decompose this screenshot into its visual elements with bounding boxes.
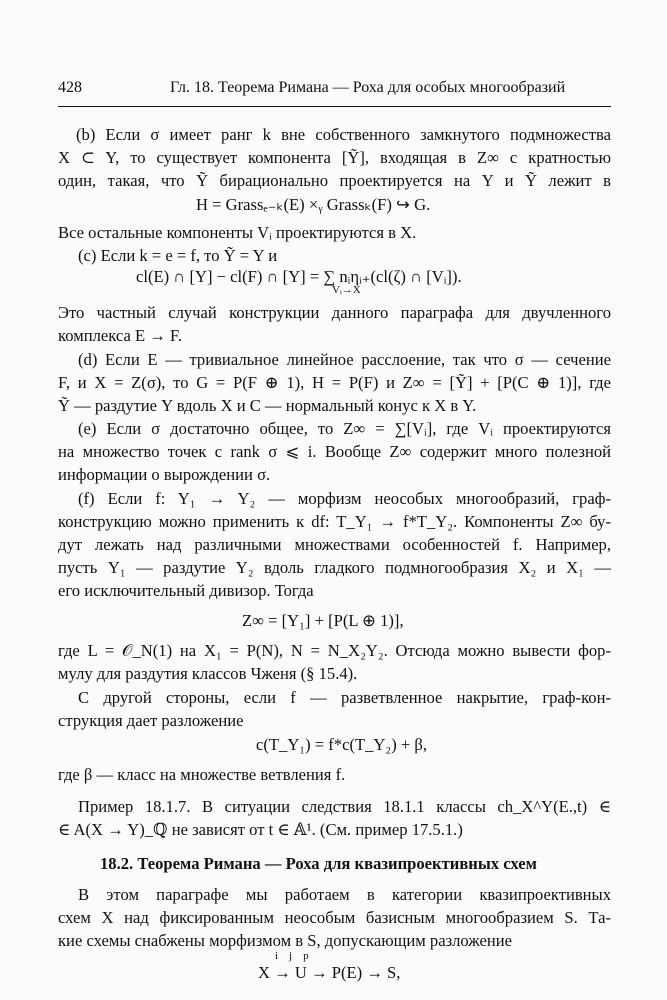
body-line: (d) Если E — тривиальное линейное расслоение, так что σ — сечение [78,350,611,369]
body-line: на множество точек с rank σ ⩽ i. Вообще Z∞ содержит много полезной [58,442,611,461]
running-title: Гл. 18. Теорема Римана — Роха для особых многообразий [170,79,566,96]
body-line: мулу для раздутия классов Чженя (§ 15.4). [58,664,358,683]
body-line: его исключительный дивизор. Тогда [58,581,314,600]
formula-subscript: Vᵢ→X [332,284,361,296]
display-formula: c(T_Y₁) = f*c(T_Y₂) + β, [256,735,427,754]
display-formula: cl(E) ∩ [Y] − cl(F) ∩ [Y] = ∑ nᵢηᵢ₊(cl(ζ) ∩ [Vᵢ]). [136,267,462,286]
body-line: X ⊂ Y, то существует компонента [Ỹ], входящая в Z∞ с кратностью [58,148,611,167]
example-line: Пример 18.1.7. В ситуации следствия 18.1.1 классы ch_X^Y(E.,t) ∈ [78,797,611,816]
header-rule [58,106,611,107]
body-line: (c) Если k = e = f, то Ỹ = Y и [78,246,278,265]
body-line: В этом параграфе мы работаем в категории квазипроективных [78,885,611,904]
display-formula: Z∞ = [Y₁] + [P(L ⊕ 1)], [242,611,404,630]
body-line: где β — класс на множестве ветвления f. [58,765,346,784]
body-line: (b) Если σ имеет ранг k вне собственного замкнутого подмножества [76,125,611,144]
display-formula: H = Grassₑ₋ₖ(E) ×ᵧ Grassₖ(F) ↪ G. [196,195,431,214]
display-formula: X → U → P(E) → S, [258,963,401,982]
body-line: кие схемы снабжены морфизмом в S, допускающим разложение [58,931,513,950]
body-line: информации о вырождении σ. [58,465,271,484]
body-line: где L = 𝒪_N(1) на X₁ = P(N), N = N_X₂Y₂. Отсюда можно вывести фор- [58,641,611,660]
body-line: Все остальные компоненты Vᵢ проектируются в X. [58,223,417,242]
body-line: (e) Если σ достаточно общее, то Z∞ = ∑[Vᵢ], где Vᵢ проектируются [78,419,611,438]
body-line: комплекса E → F. [58,326,183,345]
arrow-labels: i j p [275,950,309,962]
body-line: дут лежать над различными множествами особенностей f. Например, [58,535,611,554]
body-line: пусть Y₁ — раздутие Y₂ вдоль гладкого подмногообразия X₂ и X₁ — [58,558,611,577]
body-line: Ỹ — раздутие Y вдоль X и C — нормальный конус к X в Y. [58,396,477,415]
body-line: (f) Если f: Y₁ → Y₂ — морфизм неособых многообразий, граф- [78,489,611,508]
body-line: Это частный случай конструкции данного параграфа для двучленного [58,303,611,322]
section-heading: 18.2. Теорема Римана — Роха для квазипроективных схем [100,854,537,873]
body-line: С другой стороны, если f — разветвленное накрытие, граф-кон- [78,688,611,707]
body-line: один, такая, что Ỹ бирационально проектируется на Y и Ỹ лежит в [58,171,611,190]
body-line: F, и X = Z(σ), то G = P(F ⊕ 1), H = P(F) и Z∞ = [Ỹ] + [P(C ⊕ 1)], где [58,373,611,392]
example-line: ∈ A(X → Y)_ℚ не зависят от t ∈ 𝔸¹. (См. пример 17.5.1.) [58,820,463,839]
page-number: 428 [58,79,82,96]
body-line: конструкцию можно применить к df: T_Y₁ → f*T_Y₂. Компоненты Z∞ бу- [58,512,611,531]
body-line: струкция дает разложение [58,711,244,730]
body-line: схем X над фиксированным неособым базисным многообразием S. Та- [58,908,611,927]
